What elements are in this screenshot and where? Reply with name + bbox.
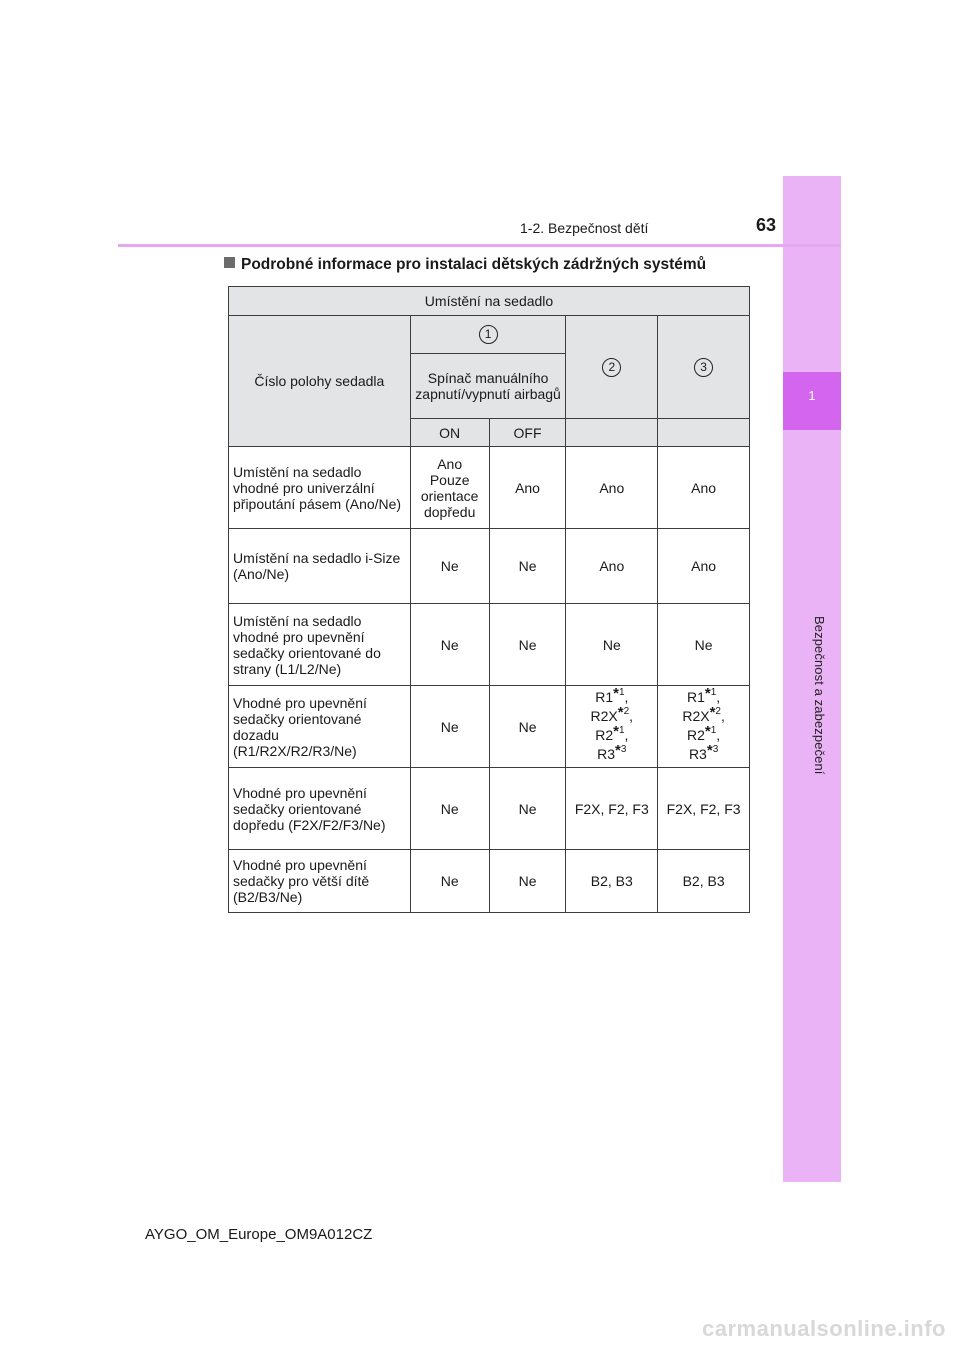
code-line [662,741,745,765]
cell-on: Ne [410,604,489,686]
cell-off: Ano [489,447,566,529]
header-rule [118,244,841,247]
watermark: carmanualsonline.info [702,1316,946,1341]
footnote-ref: 1 [618,686,625,698]
footnote-ref: 1 [618,724,625,736]
code-r2: R2 [595,726,614,743]
table-row [229,529,750,604]
footnote-ref: 3 [712,743,719,755]
cell-position-3: Ano [658,529,750,604]
code-line: R2*$^1$, [686,722,721,743]
header-position-3 [658,316,750,419]
cell-position-3: Ne [658,604,750,686]
cell-position-3: F2X, F2, F3 [658,768,750,850]
asterisk-icon: * [706,741,713,759]
cell-off: Ne [489,686,566,768]
cell-off: Ne [489,604,566,686]
row-label: Vhodné pro upevnění sedačky pro větší dítě (B2/B3/Ne) [229,850,411,913]
table-header-row [229,316,750,354]
row-label: Umístění na sedadlo vhodné pro univerzální připoutání pásem (Ano/Ne) [229,447,411,529]
code-r2x: R2X [682,707,710,724]
footnote-ref: 2 [715,705,721,717]
chapter-title: Bezpečnost a zabezpečení [812,616,827,775]
cell-on: Ne [410,529,489,604]
cell-on: Ne [410,768,489,850]
circled-number-2: 2 [602,358,621,377]
cell-on: Ne [410,850,489,913]
chapter-side-tab [783,176,841,1182]
code-line: R2X*$^2$, [682,703,725,724]
footnote-ref: 2 [623,705,630,717]
header-seat-number-label: Číslo polohy sedadla [229,316,411,447]
header-position-1 [410,316,566,354]
cell-position-2: Ano [566,447,658,529]
header-off: OFF [489,419,566,447]
asterisk-icon: * [613,684,619,702]
asterisk-icon: * [617,703,624,721]
code-r1: R1 [595,688,614,705]
cell-position-3 [658,686,750,768]
chapter-number-block [783,372,841,430]
code-line: R1*$^1$, [595,684,629,705]
code-line: R2*$^1$, [595,722,629,743]
child-restraint-table [228,286,750,913]
asterisk-icon: * [615,741,621,759]
code-r2: R2 [686,726,705,743]
circled-number-1: 1 [479,325,498,344]
cell-position-2: Ne [566,604,658,686]
cell-off: Ne [489,850,566,913]
document-code: AYGO_OM_Europe_OM9A012CZ [145,1226,373,1243]
asterisk-icon: * [709,703,716,721]
cell-on [410,447,489,529]
header-position-2 [566,316,658,419]
row-label: Vhodné pro upevnění sedačky orientované dozadu (R1/R2X/R2/R3/Ne) [229,686,411,768]
table-row [229,850,750,913]
table-row [229,686,750,768]
header-seat-position: Umístění na sedadlo [229,287,750,316]
code-line: R2X*$^2$, [590,703,634,724]
code-line [570,741,653,765]
cell-on: Ne [410,686,489,768]
page-number: 63 [755,215,776,235]
section-title [224,256,764,274]
row-label: Umístění na sedadlo vhodné pro upevnění sedačky orientované do strany (L1/L2/Ne) [229,604,411,686]
footnote-ref: 1 [710,724,717,736]
cell-on-line2: Pouze orientace dopředu [420,471,479,520]
asterisk-icon: * [704,722,711,740]
code-r3: R3 [597,745,616,762]
section-title-text: Podrobné informace pro instalaci dětských zádržných systémů [241,256,707,273]
cell-position-3: Ano [658,447,750,529]
table-row [229,447,750,529]
cell-position-2: Ano [566,529,658,604]
row-label: Umístění na sedadlo i-Size (Ano/Ne) [229,529,411,604]
header-blank-2 [566,419,658,447]
square-bullet-icon [224,257,235,268]
footnote-ref: 3 [620,743,627,755]
cell-on-line1: Ano [437,455,463,472]
header-blank-3 [658,419,750,447]
code-line: R1*$^1$, [686,684,721,705]
section-header: 1-2. Bezpečnost dětí [520,220,649,236]
table-row [229,604,750,686]
cell-off: Ne [489,768,566,850]
circled-number-3: 3 [694,358,713,377]
header-on: ON [410,419,489,447]
cell-position-2: B2, B3 [566,850,658,913]
cell-position-2: F2X, F2, F3 [566,768,658,850]
asterisk-icon: * [704,684,711,702]
footnote-ref: 1 [710,686,717,698]
table-row [229,768,750,850]
code-r3: R3 [688,745,707,762]
cell-off: Ne [489,529,566,604]
row-label: Vhodné pro upevnění sedačky orientované dopředu (F2X/F2/F3/Ne) [229,768,411,850]
header-airbag-switch: Spínač manuálního zapnutí/vypnutí airbagů [410,354,566,419]
chapter-number: 1 [808,388,816,403]
cell-position-3: B2, B3 [658,850,750,913]
cell-position-2 [566,686,658,768]
code-r2x: R2X [590,707,618,724]
code-r1: R1 [686,688,705,705]
table-header-row [229,287,750,316]
asterisk-icon: * [613,722,619,740]
